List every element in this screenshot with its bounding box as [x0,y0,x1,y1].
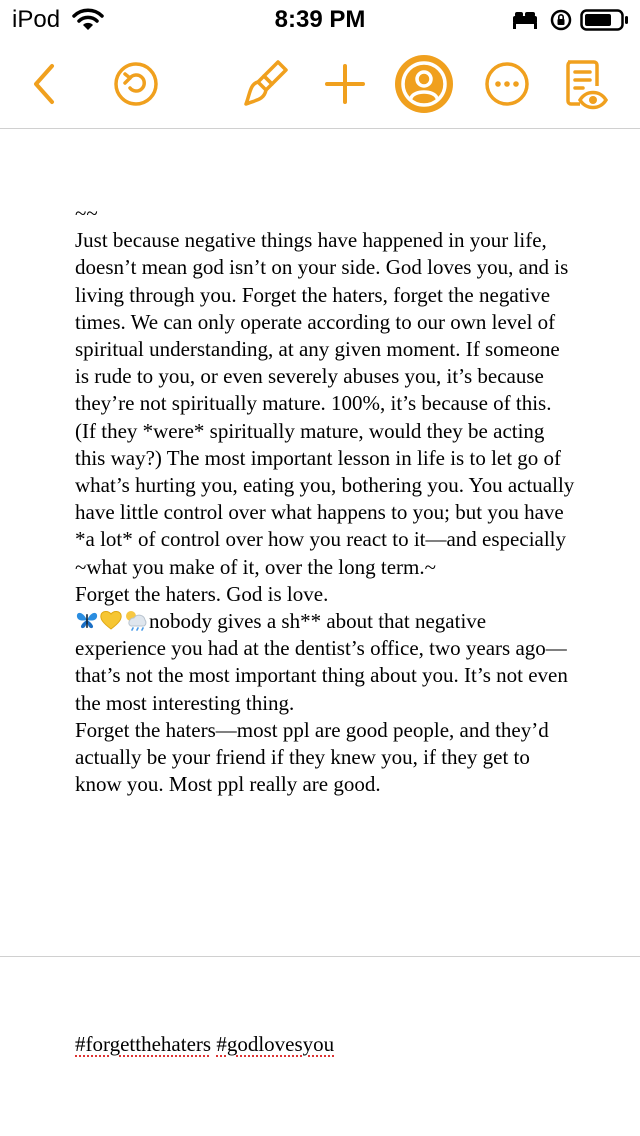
status-bar [0,0,640,40]
toolbar-divider [0,128,640,129]
note-body[interactable] [75,200,575,798]
sun-rain-cloud-icon [123,609,149,631]
hashtag-forgetthehaters[interactable]: #forgetthehaters [75,1032,212,1056]
section-divider [0,956,640,957]
rotation-lock-icon [549,8,573,32]
reader-view-icon[interactable] [556,54,616,114]
paintbrush-icon[interactable] [236,54,296,114]
note-paragraph-4: Forget the haters—most ppl are good people, and they’d actually be your friend if they knew you, if they get to know you. Most ppl really are good. [75,717,549,797]
battery-icon [580,8,630,32]
note-paragraph-3: nobody gives a sh** about that negative experience you had at the dentist’s office, two years ago—that’s not the most important thing about you. It’s not even the most interesting thing. [75,609,568,715]
butterfly-icon [75,609,99,631]
status-time: 8:39 PM [274,6,366,33]
note-toolbar [0,54,640,118]
add-icon[interactable] [315,54,375,114]
carrier-label: iPod [12,6,61,33]
more-options-icon[interactable] [477,54,537,114]
note-lead: ~~ [75,201,98,225]
note-paragraph-2: Forget the haters. God is love. [75,581,329,606]
hashtag-line [75,1032,334,1057]
sleep-mode-icon [512,10,538,30]
undo-icon[interactable] [106,54,166,114]
hashtag-godlovesyou[interactable]: #godlovesyou [216,1032,335,1056]
collaborate-icon[interactable] [394,54,454,114]
yellow-heart-icon [99,609,123,631]
back-chevron-icon[interactable] [16,54,76,114]
note-paragraph-3-wrap [75,608,575,717]
note-paragraph-1: Just because negative things have happened in your life, doesn’t mean god isn’t on your side. God loves you, and is living through you. Forget the haters, forget the negative times. We can only operate according to our own level of spiritual understanding, at any given moment. If someone is rude to you, or even severely abuses you, it’s because they’re not spiritually mature. 100%, it’s because of this. (If they *were* spiritually mature, would they be acting this way?) The most important lesson in life is to let go of what’s hurting you, eating you, bothering you. You actually have little control over what happens to you; but you have *a lot* of control over how you react to it—and especially ~what you make of it, over the long term.~ [75,228,575,579]
